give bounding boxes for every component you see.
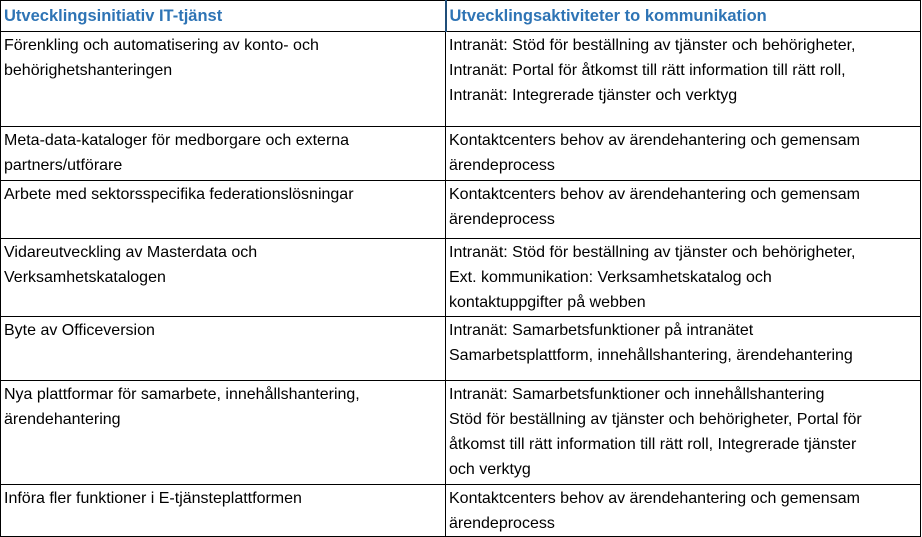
cell-line: Intranät: Integrerade tjänster och verktyg xyxy=(449,87,738,104)
activities-cell xyxy=(446,32,921,127)
cell-line: Kontaktcenters behov av ärendehantering och gemensam xyxy=(449,490,860,507)
cell-line: behörighetshanteringen xyxy=(4,62,173,79)
initiative-cell xyxy=(1,317,446,381)
header-activities: Utvecklingsaktiviteter to kommunikation xyxy=(446,1,921,32)
initiative-cell xyxy=(1,181,446,239)
cell-line: Vidareutveckling av Masterdata och xyxy=(4,244,258,261)
table-row xyxy=(1,239,921,317)
table-row xyxy=(1,485,921,537)
cell-line: Införa fler funktioner i E-tjänsteplattformen xyxy=(4,490,302,507)
cell-line: Förenkling och automatisering av konto- och xyxy=(4,37,319,54)
cell-line: Ext. kommunikation: Verksamhetskatalog och xyxy=(449,269,772,286)
cell-line: åtkomst till rätt information till rätt roll, Integrerade tjänster xyxy=(449,436,857,453)
cell-line: partners/utförare xyxy=(4,157,123,174)
cell-line: Kontaktcenters behov av ärendehantering och gemensam xyxy=(449,186,860,203)
cell-line: Intranät: Portal för åtkomst till rätt information till rätt roll, xyxy=(449,62,846,79)
initiative-cell xyxy=(1,127,446,181)
initiative-cell xyxy=(1,381,446,485)
cell-line: Kontaktcenters behov av ärendehantering och gemensam xyxy=(449,132,860,149)
cell-line: Intranät: Samarbetsfunktioner på intranätet xyxy=(449,322,754,339)
table-row xyxy=(1,32,921,127)
cell-line: Verksamhetskatalogen xyxy=(4,269,166,286)
cell-line: Samarbetsplattform, innehållshantering, ärendehantering xyxy=(449,347,853,364)
cell-line: kontaktuppgifter på webben xyxy=(449,294,646,311)
cell-line: Stöd för beställning av tjänster och behörigheter, Portal för xyxy=(449,411,862,428)
activities-cell xyxy=(446,127,921,181)
activities-cell xyxy=(446,181,921,239)
header-row xyxy=(1,1,921,32)
cell-line: Intranät: Stöd för beställning av tjänster och behörigheter, xyxy=(449,244,856,261)
cell-line: Arbete med sektorsspecifika federationslösningar xyxy=(4,186,354,203)
cell-line: Meta-data-kataloger för medborgare och externa xyxy=(4,132,350,149)
cell-line: Byte av Officeversion xyxy=(4,322,155,339)
cell-line: ärendeprocess xyxy=(449,515,555,532)
table-row xyxy=(1,181,921,239)
activities-cell xyxy=(446,485,921,537)
activities-cell xyxy=(446,317,921,381)
activities-cell xyxy=(446,381,921,485)
cell-line: Intranät: Samarbetsfunktioner och innehållshantering xyxy=(449,386,825,403)
activities-cell xyxy=(446,239,921,317)
cell-line: ärendeprocess xyxy=(449,211,555,228)
initiative-cell xyxy=(1,239,446,317)
table-row xyxy=(1,381,921,485)
cell-line: Intranät: Stöd för beställning av tjänster och behörigheter, xyxy=(449,37,856,54)
cell-line: och verktyg xyxy=(449,461,531,478)
cell-line: Nya plattformar för samarbete, innehållshantering, xyxy=(4,386,360,403)
header-initiative: Utvecklingsinitiativ IT-tjänst xyxy=(1,1,446,32)
table-row xyxy=(1,127,921,181)
cell-line: ärendehantering xyxy=(4,411,121,428)
initiative-cell xyxy=(1,485,446,537)
table-row xyxy=(1,317,921,381)
cell-line: ärendeprocess xyxy=(449,157,555,174)
initiative-cell xyxy=(1,32,446,127)
